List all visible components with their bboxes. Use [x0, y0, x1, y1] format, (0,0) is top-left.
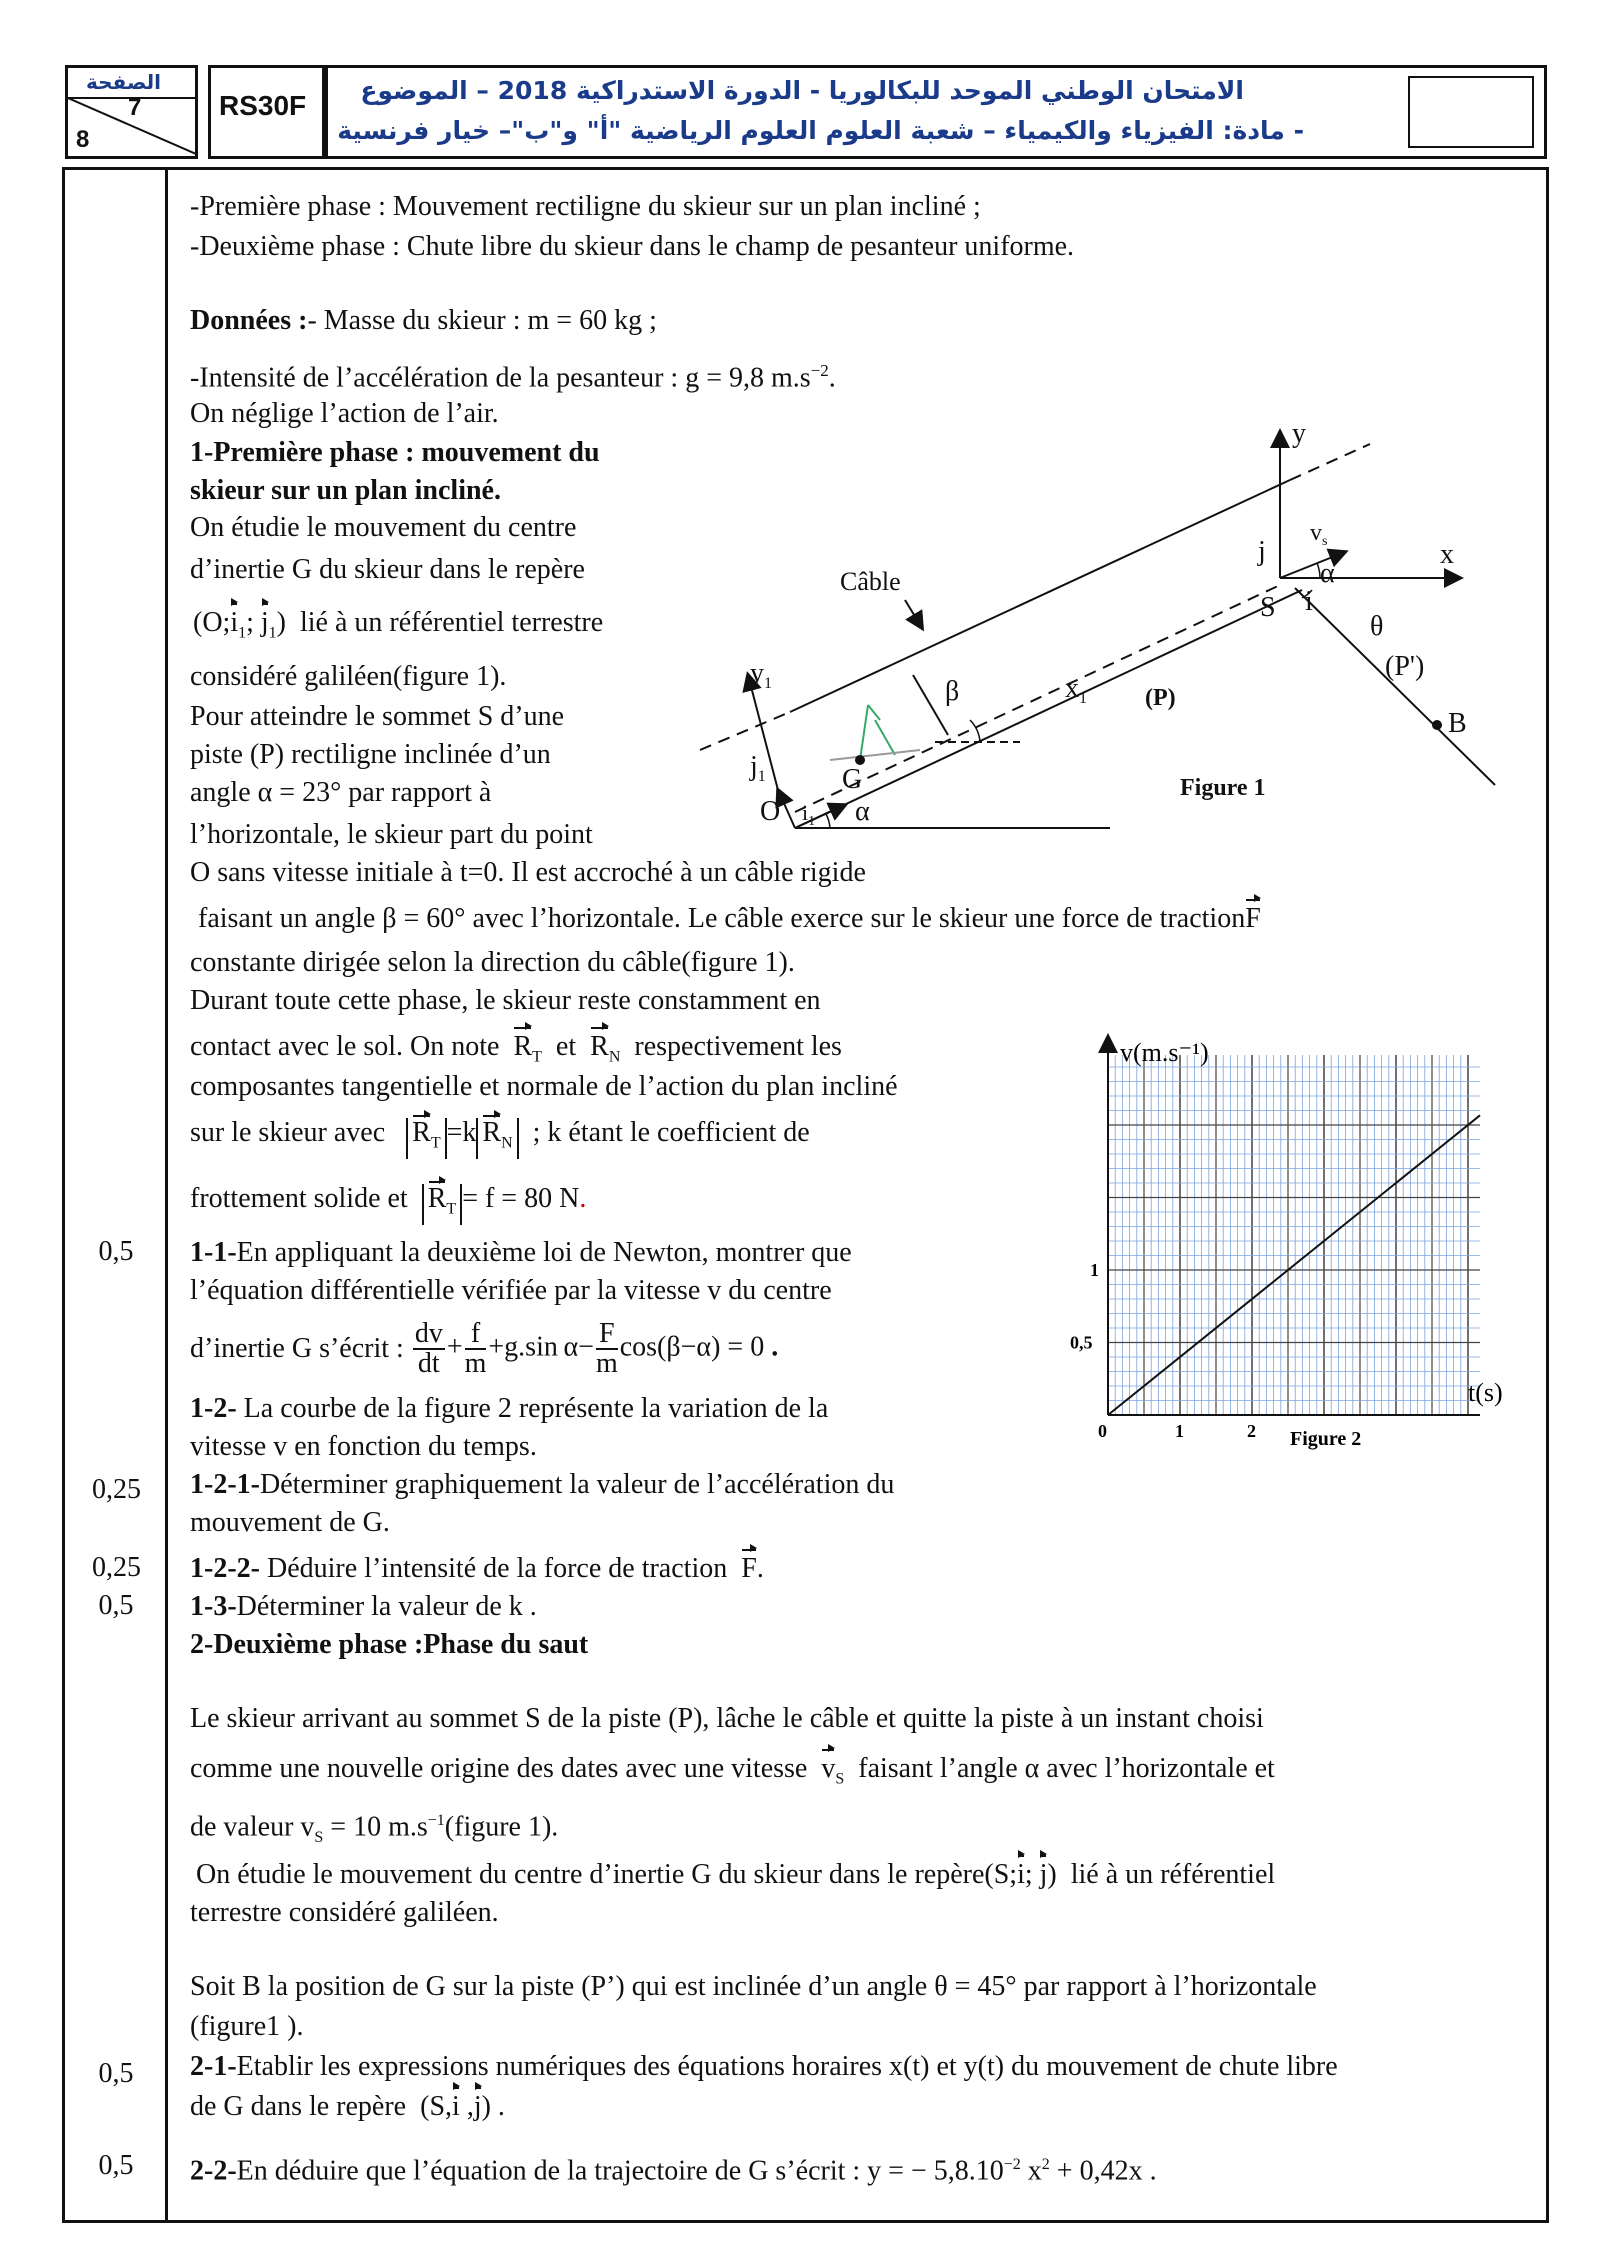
part2-p5: terrestre considéré galiléen. [190, 1897, 499, 1928]
part1-p9: O sans vitesse initiale à t=0. Il est accroché à un câble rigide [190, 857, 866, 888]
q-2-1 [190, 2050, 1338, 2084]
q-1-2-1-num: 1-2-1- [190, 1469, 260, 1500]
chart-grid [1108, 1055, 1480, 1415]
chart-series-line [1108, 1115, 1480, 1415]
intro-phase1: -Première phase : Mouvement rectiligne du skieur sur un plan incliné ; [190, 191, 981, 222]
part1-p16-text: frottement solide et [190, 1183, 408, 1214]
y-tick-label: 1 [1090, 1260, 1099, 1280]
j1-vector [778, 790, 795, 828]
part1-p13-et: et [555, 1031, 577, 1062]
q-1-1-eq-lead: d’inertie G s’écrit : [190, 1333, 404, 1364]
part2-p4-tail: lié à un référentiel [1070, 1859, 1276, 1890]
q-1-2-2: 1-2-2- Déduire l’intensité de la force de traction F. [190, 1553, 764, 1584]
chart-xlabel: t(s) [1468, 1378, 1503, 1407]
part2-p3: de valeur $v_S = 10$ $m.s^{-1}(figure$ 1). [190, 1811, 559, 1846]
part1-p8: l’horizontale, le skieur part du point [190, 819, 593, 850]
label-alpha2: α [1320, 558, 1335, 589]
piste-pprime [1295, 588, 1495, 785]
part2-p1: Le skieur arrivant au sommet S de la piste (P), lâche le câble et quitte la piste à un instant choisi [190, 1703, 1264, 1734]
g-exp: −2 [810, 361, 829, 380]
label-cable: Câble [840, 567, 901, 596]
page-total: 8 [76, 126, 90, 153]
label-piste-pprime: (P') [1385, 651, 1425, 682]
g-text: -Intensité de l’accélération de la pesanteur : g = 9,8 m.s [190, 362, 811, 394]
part1-p7: angle α = 23° par rapport à [190, 777, 492, 808]
q-1-2-2-text: Déduire l’intensité de la force de traction [259, 1553, 728, 1584]
donnees-label: Données : [190, 305, 308, 336]
q-2-2-text: En déduire que l’équation de la trajectoire de G s’écrit : y = − 5,8.10 [236, 2155, 1004, 2187]
exam-code: RS30F [219, 90, 307, 121]
part1-p15-tail: ; k étant le coefficient de [532, 1117, 810, 1148]
label-i1: $i_1$ [802, 800, 816, 829]
part2-p2-tail: faisant l’angle α avec l’horizontale et [858, 1753, 1275, 1784]
score-1-1: 0,5 [98, 1236, 134, 1267]
label-j1: $j_1$ [750, 751, 766, 785]
part2-p2-text: comme une nouvelle origine des dates avec une vitesse [190, 1753, 808, 1784]
q-1-2-line2: vitesse v en fonction du temps. [190, 1431, 537, 1462]
vs-vector [1280, 552, 1345, 578]
part2-p2: comme une nouvelle origine des dates avec une vitesse $v_S$ faisant l’angle α avec l’horizontale et [190, 1753, 1275, 1788]
score-1-3: 0,5 [98, 1590, 134, 1621]
q-1-2-num: 1-2- [190, 1393, 237, 1424]
part1-p1: On étudie le mouvement du centre [190, 512, 577, 543]
figure-1 [680, 420, 1540, 840]
header-title-line2: - مادة: الفيزياء والكيمياء – شعبة العلوم العلوم الرياضية "أ" و"ب"– خيار فرنسية [337, 116, 1304, 145]
label-s: S [1260, 592, 1276, 623]
part2-p4-text: On étudie le mouvement du centre d’inertie G du skieur dans le repère [196, 1859, 985, 1890]
q-2-2-tail: + 0,42x . [1049, 2155, 1157, 2187]
code-box [208, 65, 325, 159]
intro-phase2: -Deuxième phase : Chute libre du skieur dans le champ de pesanteur uniforme. [190, 231, 1075, 262]
score-divider [165, 167, 168, 2223]
q-1-2-1 [190, 1468, 894, 1502]
part1-title-b: skieur sur un plan incliné. [190, 475, 501, 506]
x-tick-label: 2 [1247, 1421, 1256, 1441]
upper-guide [700, 712, 790, 750]
q-1-2 [190, 1392, 828, 1426]
title-box [325, 65, 1547, 159]
part2-p3-a: de valeur v [190, 1811, 315, 1843]
q-2-1-text: Etablir les expressions numériques des équations horaires x(t) et y(t) du mouvement de chute libre [236, 2051, 1338, 2082]
q-2-1-line2-text: de G dans le repère [190, 2091, 407, 2122]
chart-ylabel: v(m.s⁻¹) [1120, 1038, 1209, 1067]
part1-p14: composantes tangentielle et normale de l’action du plan incliné [190, 1071, 898, 1102]
label-vs: $v_s$ [1310, 520, 1328, 549]
upper-dash-end [1290, 444, 1370, 480]
q-1-1-num: 1-1- [190, 1237, 237, 1268]
label-y: y [1292, 420, 1306, 449]
page-number-box [65, 65, 198, 159]
header-title-line1: الامتحان الوطني الموحد للبكالوريا - الدورة الاستدراكية 2018 – الموضوع [360, 76, 1244, 105]
cable-line [913, 675, 948, 735]
part1-p12: Durant toute cette phase, le skieur reste constamment en [190, 985, 821, 1016]
q-1-3-text: Déterminer la valeur de k . [236, 1591, 537, 1622]
part1-p11: constante dirigée selon la direction du câble(figure 1). [190, 947, 795, 978]
part2-title: 2-Deuxième phase :Phase du saut [190, 1629, 589, 1660]
upper-line [790, 480, 1290, 712]
score-1-2-1: 0,25 [92, 1474, 141, 1505]
q-1-1-text: En appliquant la deuxième loi de Newton, montrer que [236, 1237, 852, 1268]
y-tick-label: 0,5 [1070, 1332, 1093, 1353]
part1-p16-val: = f = 80 N [462, 1183, 580, 1214]
donnees-air: On néglige l’action de l’air. [190, 398, 499, 429]
score-1-2-2: 0,25 [92, 1552, 141, 1583]
q-1-2-text: La courbe de la figure 2 représente la variation de la [236, 1393, 829, 1424]
q-1-1 [190, 1236, 852, 1270]
label-g: G [842, 764, 863, 795]
part1-p2: d’inertie G du skieur dans le repère [190, 554, 585, 585]
part2-p4: On étudie le mouvement du centre d’inertie G du skieur dans le repère(S;i; j) lié à un référentiel [196, 1859, 1276, 1890]
score-2-2: 0,5 [98, 2150, 134, 2181]
donnees-line [190, 304, 657, 338]
page-number: 7 [128, 94, 142, 121]
q-1-3 [190, 1590, 537, 1624]
label-y1: $y_1$ [750, 658, 772, 692]
chart-title: Figure 2 [1290, 1428, 1362, 1450]
part1-p13: contact avec le sol. On note $R_T$ et $R_N$ respectivement les [190, 1031, 842, 1066]
donnees-g: -Intensité de l’accélération de la pesanteur : g = 9,8 $m.s^{-2}$. [190, 361, 836, 394]
figure1-caption: Figure 1 [1180, 775, 1266, 801]
part1-p3: ($O;i_1$; $j_1$) lié à un référentiel terrestre [193, 607, 604, 642]
q-1-2-1-text: Déterminer graphiquement la valeur de l’accélération du [259, 1469, 895, 1500]
donnees-masse: - Masse du skieur : m = 60 kg ; [307, 305, 657, 336]
blank-box [1408, 76, 1534, 148]
q-1-2-1-line2: mouvement de G. [190, 1507, 390, 1538]
page-box-lines [68, 68, 196, 158]
q-2-2-num: 2-2- [190, 2155, 237, 2187]
part1-p13-text: contact avec le sol. On note [190, 1031, 500, 1062]
label-j: j [1258, 536, 1266, 567]
part1-p4: considéré galiléen(figure 1). [190, 661, 507, 692]
q-2-1-line2: de G dans le repère (S,i ,j) . [190, 2091, 505, 2122]
q-1-2-2-num: 1-2-2- [190, 1553, 260, 1584]
part2-p3-b: = 10 m.s [323, 1811, 428, 1843]
label-theta: θ [1370, 611, 1384, 642]
part1-p5: Pour atteindre le sommet S d’une [190, 701, 565, 732]
part2-p6: Soit B la position de G sur la piste (P’) qui est inclinée d’un angle θ = 45° par rapport à l’horizontale [190, 1971, 1317, 2002]
point-b [1432, 720, 1442, 730]
cable-pointer [905, 600, 922, 628]
part1-p10: faisant un angle β = 60° avec l’horizontale. Le câble exerce sur le skieur une force de tractionF [198, 903, 1261, 934]
q-1-1-line3: d’inertie G s’écrit : $\frac{dv}{dt}$ + $\frac{f}{m}$ +g.sin α− $\frac{F}{m}$ cos(β−α) = 0 . [190, 1318, 779, 1379]
part1-title-a: 1-Première phase : mouvement du [190, 437, 600, 468]
page-label: الصفحة [86, 70, 162, 94]
label-alpha1: α [855, 796, 870, 827]
chart-origin-label: 0 [1098, 1421, 1107, 1441]
label-i: i [1305, 586, 1313, 617]
part1-p15: sur le skieur avec $R_T =k$ $R_N$ ; k étant le coefficient de [190, 1116, 810, 1159]
skier-figure [830, 705, 920, 760]
label-o: O [760, 796, 781, 827]
q-2-2-x: x [1020, 2155, 1042, 2187]
q-2-2: 2-2-En déduire que l’équation de la trajectoire de G s’écrit : y = − $5,8.10^{-2}$ $x^2 + 0,42x$ . [190, 2155, 1157, 2187]
label-b: B [1448, 708, 1467, 739]
figure-2-chart [1060, 1025, 1540, 1465]
part1-p16: frottement solide et $R_T = f = 80$ N. [190, 1182, 586, 1225]
label-piste-p: (P) [1145, 685, 1176, 711]
q-2-1-num: 2-1- [190, 2051, 237, 2082]
q-1-3-num: 1-3- [190, 1591, 237, 1622]
label-x: x [1440, 539, 1454, 570]
part2-p7: (figure1 ). [190, 2011, 304, 2042]
part1-p15-text: sur le skieur avec [190, 1117, 386, 1148]
part1-p3-tail: lié à un référentiel terrestre [300, 607, 604, 638]
label-x1: $x_1$ [1065, 673, 1087, 707]
part2-p3-c: (figure 1). [444, 1811, 559, 1843]
part1-p10-text: faisant un angle β = 60° avec l’horizontale. Le câble exerce sur le skieur une force de traction [198, 903, 1246, 934]
x-tick-label: 1 [1175, 1421, 1184, 1441]
part1-p6: piste (P) rectiligne inclinée d’un [190, 739, 551, 770]
score-2-1: 0,5 [98, 2058, 134, 2089]
q-1-1-line2: l’équation différentielle vérifiée par la vitesse v du centre [190, 1275, 832, 1306]
label-beta: β [945, 676, 960, 707]
part1-p13-tail: respectivement les [634, 1031, 842, 1062]
